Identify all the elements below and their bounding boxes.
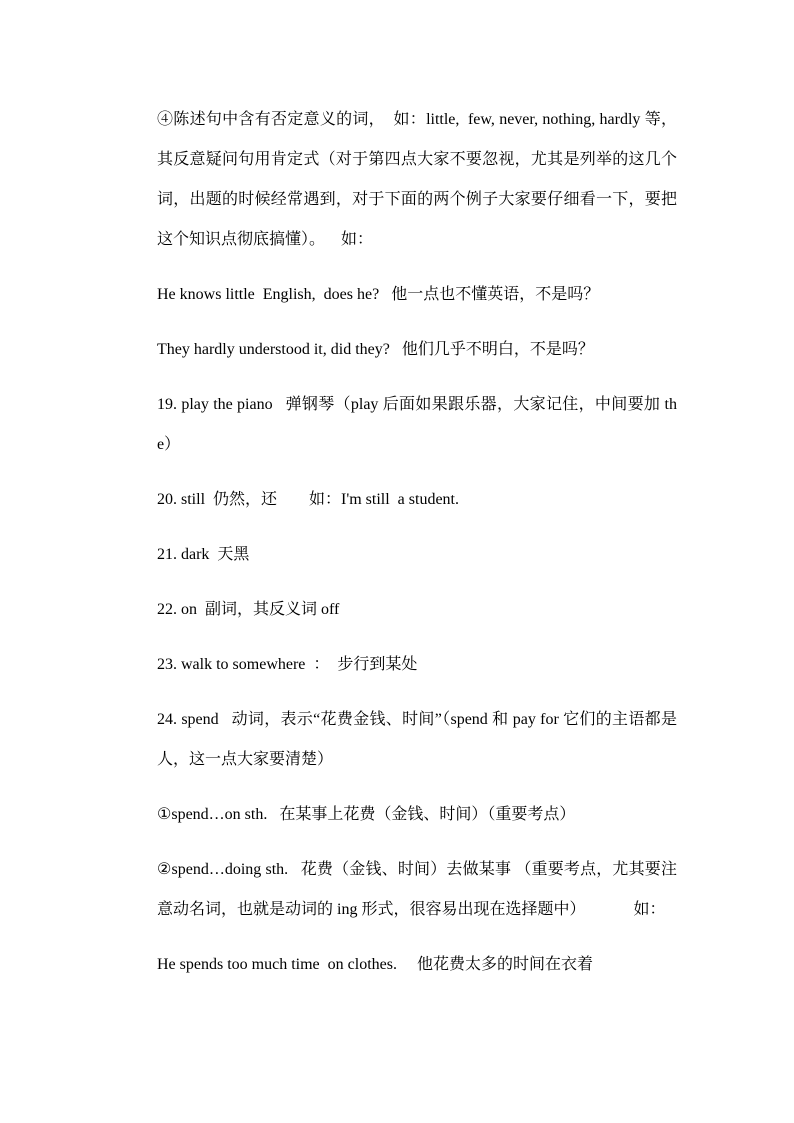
item-24-spend: 24. spend 动词，表示“花费金钱、时间”（spend 和 pay for 它们的主语都是人，这一点大家要清楚） (157, 711, 677, 768)
item-21-dark: 21. dark 天黑 (157, 546, 250, 563)
example-sentence-understood: They hardly understood it, did they? 他们几乎不明白，不是吗？ (157, 341, 594, 358)
spend-doing-sth-rule: ②spend…doing sth. 花费（金钱、时间）去做某事 （重要考点，尤其要注意动名词，也就是动词的 ing 形式，很容易出现在选择题中） 如： (157, 861, 677, 918)
item-22-on: 22. on 副词，其反义词 off (157, 601, 340, 618)
document-page (157, 100, 677, 1000)
paragraph-negative-words-rule: ④陈述句中含有否定意义的词， 如：little, few, never, nothing, hardly 等，其反意疑问句用肯定式（对于第四点大家不要忽视，尤其是列举的这几个词，出题的时候经常遇到，对于下面的两个例子大家要仔细看一下，要把这个知识点彻底搞懂）。 如： (157, 111, 677, 248)
item-19-play-the-piano: 19. play the piano 弹钢琴（play 后面如果跟乐器，大家记住，中间要加 the） (157, 396, 677, 453)
example-sentence-english: He knows little English, does he? 他一点也不懂英语，不是吗？ (157, 286, 600, 303)
example-sentence-clothes: He spends too much time on clothes. 他花费太多的时间在衣着 (157, 956, 593, 973)
spend-on-sth-rule: ①spend…on sth. 在某事上花费（金钱、时间）（重要考点） (157, 806, 576, 823)
item-23-walk-to-somewhere: 23. walk to somewhere ： 步行到某处 (157, 656, 418, 673)
item-20-still: 20. still 仍然，还 如：I'm still a student. (157, 491, 459, 508)
